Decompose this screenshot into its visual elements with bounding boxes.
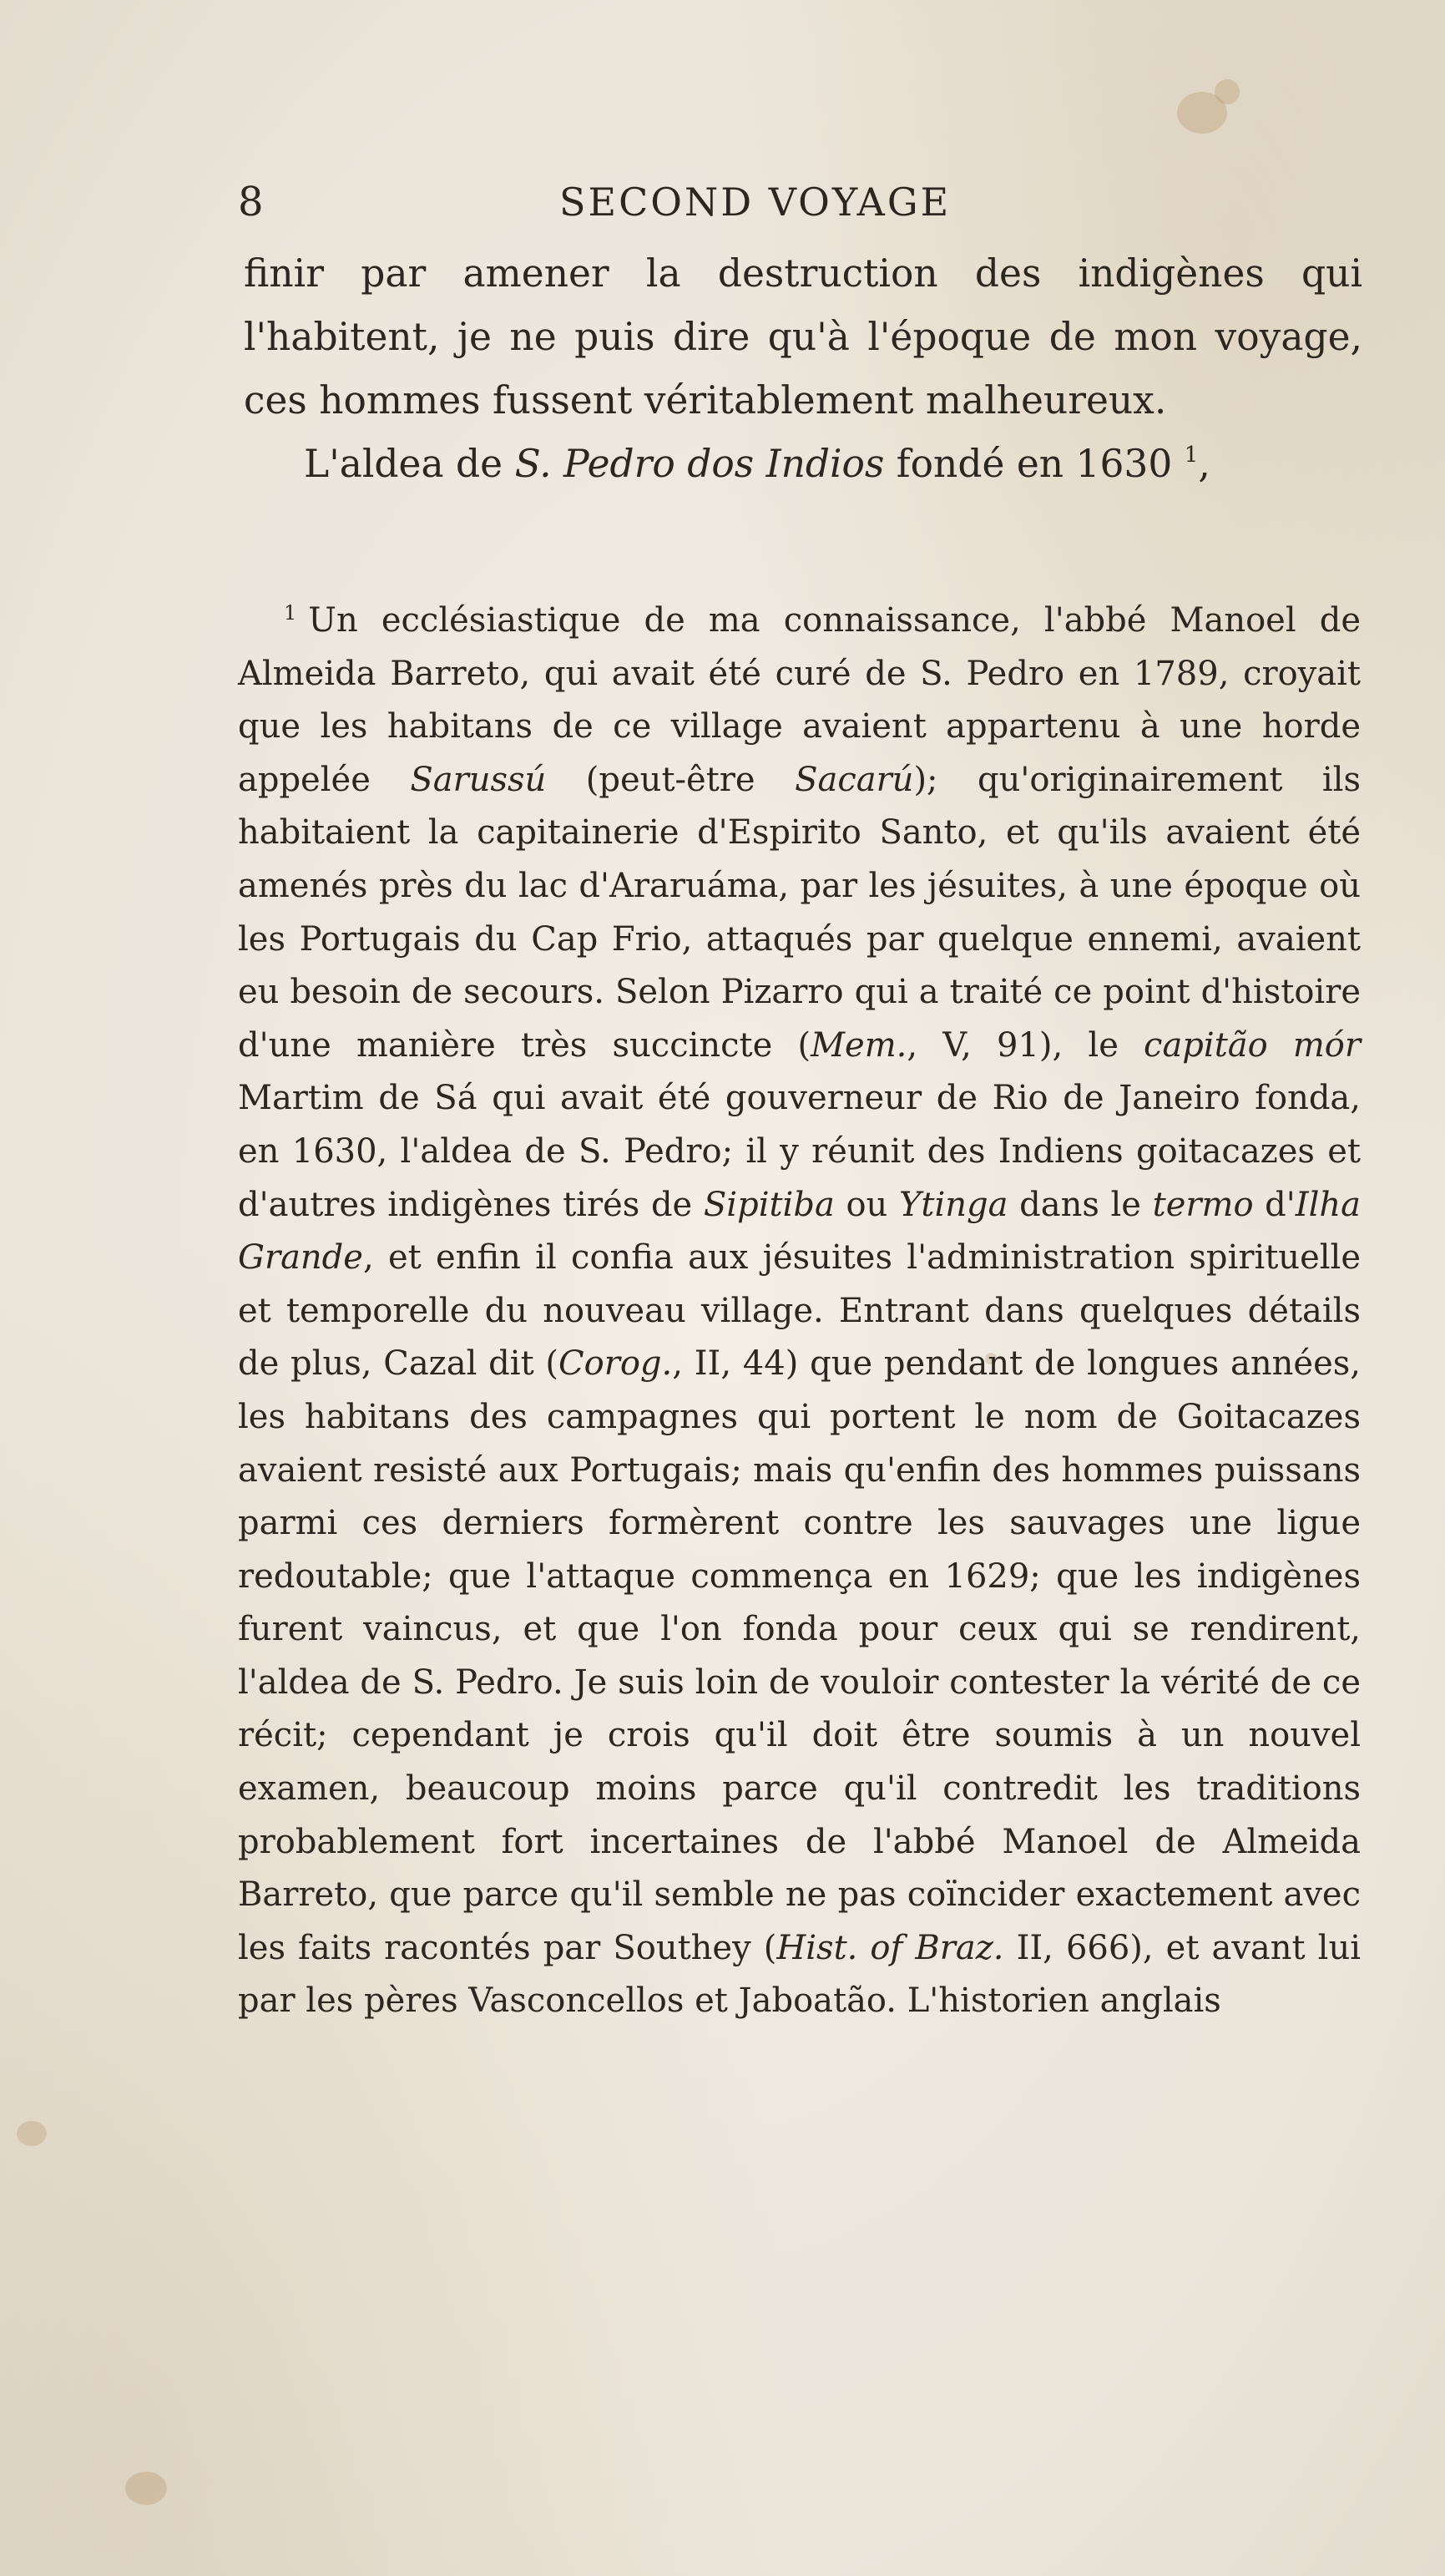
italic-run: Sacarú [795,760,914,799]
italic-run: capitão mór [1144,1025,1362,1065]
footnote [238,595,1361,2028]
paragraph: finir par amener la destruction des indigènes qui l'habitent, je ne puis dire qu'à l'époque de mon voyage, ces hommes fussent véritablement malheureux. [244,251,1362,423]
text-run: L'aldea de [304,442,515,486]
italic-run: Hist. of Braz. [776,1928,1004,1967]
italic-run: termo [1152,1185,1254,1224]
footnote-reference: 1 [1184,443,1199,468]
text-run: d' [1253,1185,1296,1224]
page-number: 8 [238,179,264,225]
text-run: , II, 44) que pendant de longues années, les habitans des campagnes qui portent le nom de Goitacazes avaient resisté aux Portugais; mais qu'enfin des hommes puissans parmi ces derniers formèrent contre les sauvages une ligue redoutable; que l'attaque commença en 1629; que les indigènes furent vaincus, et que l'on fonda pour ceux qui se rendirent, l'aldea de S. Pedro. Je suis loin de vouloir contester la vérité de ce récit; cependant je crois qu'il doit être soumis à un nouvel examen, beaucoup moins parce qu'il contredit les traditions probablement fort incertaines de l'abbé Manoel de Almeida Barreto, que parce qu'il semble ne pas coïncider exactement avec les faits racontés par Southey ( [238,1344,1362,1967]
foxing-spot [17,2121,47,2146]
foxing-spot [1215,79,1240,104]
place-name: S. Pedro dos Indios [514,442,885,486]
text-run: , V, 91), le [907,1025,1144,1065]
text-run: ou [834,1185,899,1224]
text-run: Martim de Sá qui avait été gouverneur de Rio de Janeiro fonda, en 1630, l'aldea de S. Pedro; il y réunit des Indiens goitacazes et d'autres indigènes tirés de [238,1079,1361,1224]
text-run: fondé en 1630 [884,442,1185,486]
paragraph [244,433,1362,496]
italic-run: Ilha Grande [238,1185,1361,1278]
text-run: II, 666), et avant lui par les pères Vasconcellos et Jaboatão. L'historien anglais [238,1928,1362,2021]
foxing-spot [125,2472,167,2505]
text-run: dans le [1008,1185,1153,1224]
text-run: ); qu'originairement ils habitaient la capitainerie d'Espirito Santo, et qu'ils avaient été amenés près du lac d'Araruáma, par les jésuites, à une époque où les Portugais du Cap Frio, attaqués par quelque ennemi, avaient eu besoin de secours. Selon Pizarro qui a traité ce point d'histoire d'une manière très succincte ( [238,760,1362,1065]
page-header [238,177,1073,227]
footnote-paragraph [238,595,1361,2028]
text-run: (peut-être [546,760,796,799]
italic-run: Mem. [811,1025,907,1065]
text-run: , [1198,442,1210,486]
italic-run: Sipitiba [703,1185,835,1224]
italic-run: Corog. [558,1344,673,1384]
footnote-marker: 1 [284,601,297,625]
text-run: , et enfin il confia aux jésuites l'administration spirituelle et temporelle du nouveau village. Entrant dans quelques détails de plus, Cazal dit ( [238,1238,1361,1384]
main-text [244,242,1362,496]
italic-run: Sarussú [410,760,547,799]
running-title: SECOND VOYAGE [559,180,952,225]
text-run: Un ecclésiastique de ma connaissance, l'abbé Manoel de Almeida Barreto, qui avait été curé de S. Pedro en 1789, croyait que les habitans de ce village avaient appartenu à une horde appelée [238,601,1361,799]
italic-run: Ytinga [898,1185,1008,1224]
